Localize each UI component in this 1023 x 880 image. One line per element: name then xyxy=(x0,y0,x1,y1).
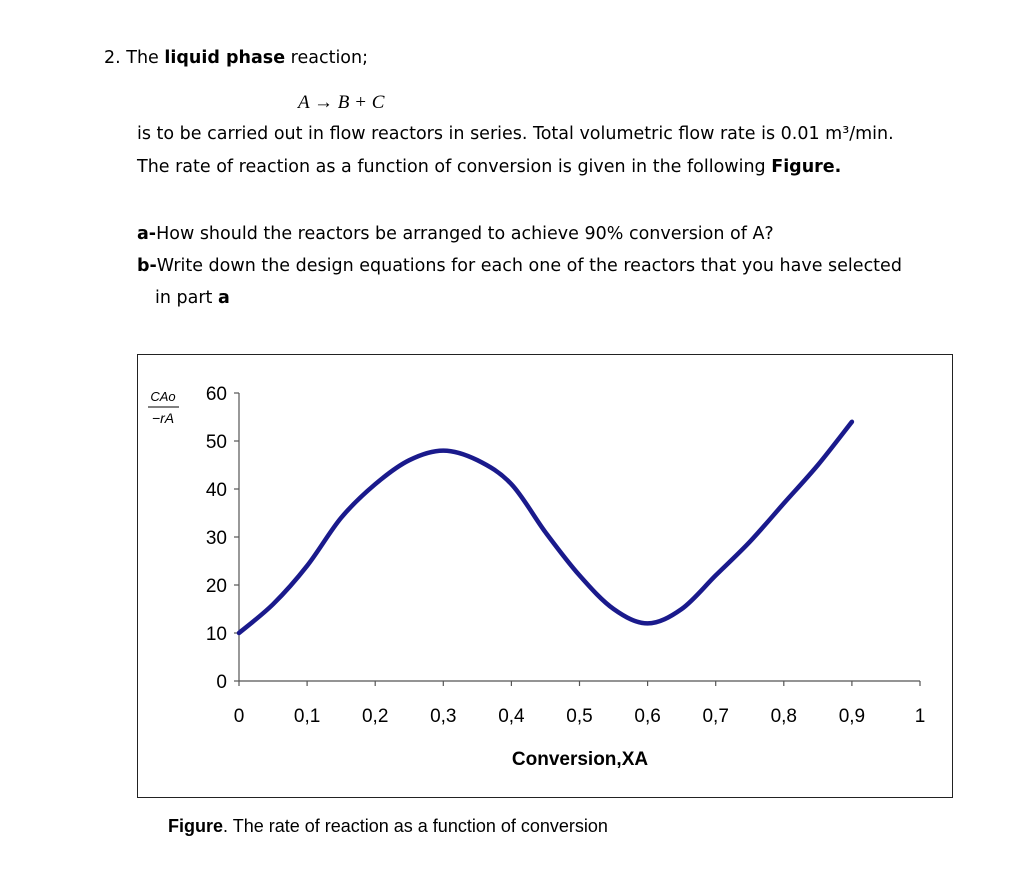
chart-axes xyxy=(239,393,920,681)
figure-caption-text: . The rate of reaction as a function of conversion xyxy=(223,816,608,836)
x-tick-label: 0,8 xyxy=(770,706,798,727)
problem-intro-line xyxy=(104,48,368,68)
question-b-text: Write down the design equations for each one of the reactors that you have selected xyxy=(156,256,902,276)
question-b-cont-pre: in part xyxy=(155,288,218,308)
x-tick-label: 0,7 xyxy=(702,706,729,727)
y-axis-label xyxy=(148,389,179,426)
x-tick-label: 0,9 xyxy=(838,706,866,727)
y-tick-label: 60 xyxy=(205,384,227,405)
question-b xyxy=(137,256,902,276)
intro-pre: The xyxy=(126,48,165,68)
figure-caption-bold: Figure xyxy=(168,816,224,836)
series-line xyxy=(239,422,852,633)
y-axis-label-numerator: CAo xyxy=(150,389,176,404)
x-tick-label: 0,4 xyxy=(498,706,525,727)
x-tick-label: 0,6 xyxy=(634,706,661,727)
y-tick-label: 30 xyxy=(205,528,227,549)
line3-pre: The rate of reaction as a function of conversion is given in the following xyxy=(137,157,772,177)
x-tick-label: 0,2 xyxy=(361,706,389,727)
problem-line-2: is to be carried out in flow reactors in series. Total volumetric flow rate is 0.01 m³/min. xyxy=(137,124,894,144)
y-tick-label: 20 xyxy=(205,576,227,597)
problem-line-3 xyxy=(137,157,841,177)
figure-caption xyxy=(168,816,608,837)
question-a-label: a- xyxy=(137,224,157,244)
x-tick-label: 0,5 xyxy=(566,706,593,727)
x-axis-label: Conversion,XA xyxy=(511,749,649,770)
y-tick-label: 50 xyxy=(205,432,227,453)
x-tick-label: 0 xyxy=(233,706,245,727)
y-axis-label-denominator: −rA xyxy=(151,410,175,426)
chart-series xyxy=(239,422,852,633)
problem-number: 2. xyxy=(104,48,121,68)
figure-frame xyxy=(137,354,953,798)
x-tick-label: 1 xyxy=(914,706,926,727)
x-tick-label: 0,3 xyxy=(430,706,457,727)
intro-bold: liquid phase xyxy=(164,48,286,68)
question-b-cont-bold: a xyxy=(217,288,230,308)
question-a xyxy=(137,224,774,244)
y-tick-label: 40 xyxy=(205,480,227,501)
line3-bold: Figure. xyxy=(771,157,842,177)
x-tick-label: 0,1 xyxy=(293,706,321,727)
question-b-label: b- xyxy=(137,256,157,276)
y-tick-label: 0 xyxy=(216,672,227,693)
question-b-continued xyxy=(155,288,230,308)
conversion-chart xyxy=(138,355,951,796)
y-tick-label: 10 xyxy=(205,624,227,645)
intro-post: reaction; xyxy=(285,48,368,68)
reaction-equation: A → B + C xyxy=(298,92,385,113)
question-a-text: How should the reactors be arranged to achieve 90% conversion of A? xyxy=(156,224,774,244)
